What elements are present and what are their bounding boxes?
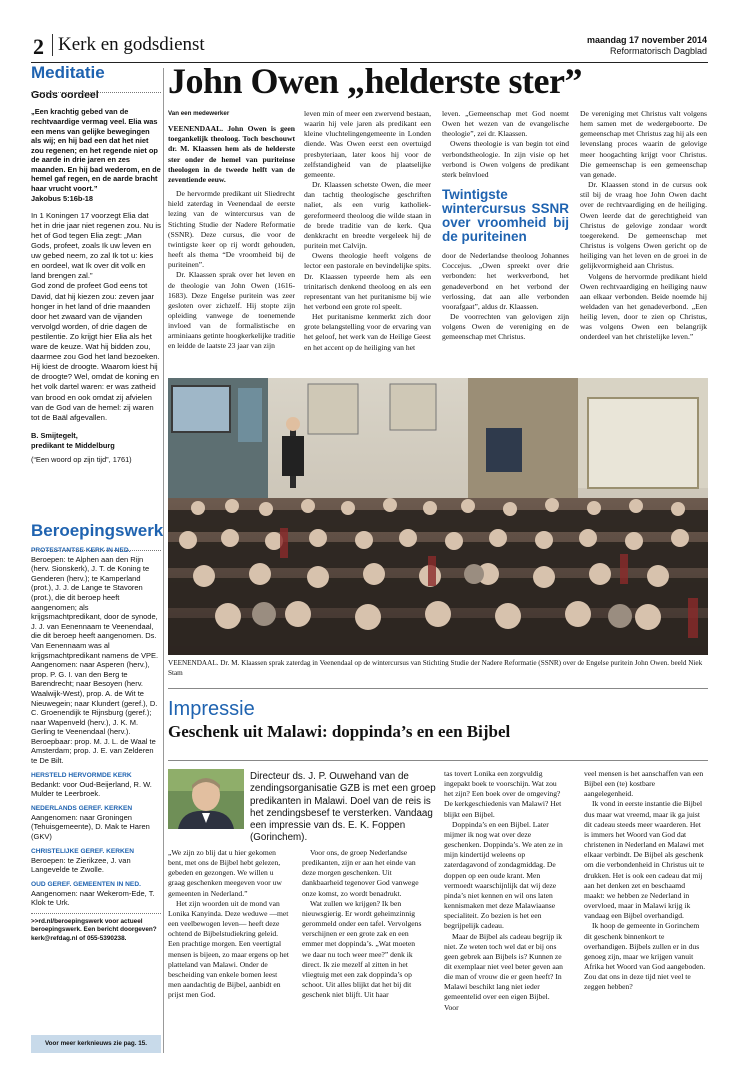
cgk-heading: CHRISTELIJKE GEREF. KERKEN <box>31 847 134 855</box>
meditatie-p1: In 1 Koningen 17 voorzegt Elia dat het in drie jaar niet regenen zou. Nu is het of God tegen Elia zegt: „Man Gods, profeet, zoals Ik uw leven en uw gebed neem, zo zal Ik tot u: kies en oordeel, wat Ik over dit volk en land brengen zal.” <box>31 210 161 281</box>
photo-caption: VEENENDAAL. Dr. M. Klaassen sprak zaterdag in Veenendaal op de wintercursus van Stichting Studie der Nadere Reformatie (SSNR) over de Engelse puritein John Owen. beeld Niek Stam <box>168 659 703 677</box>
lecture-photo-image <box>168 378 708 655</box>
meditatie-label: Meditatie <box>31 63 105 82</box>
divider <box>31 550 161 551</box>
paragraph: Maar de Bijbel als cadeau begrijp ik niet. Ze weten toch wel dat er bij ons geen gebrek aan Bijbels is? Kunnen ze dit exemplaar niet veel beter geven aan die man of vrouw die er geen heeft? In Malawi beschikt lang niet ieder gemeentelid over een eigen Bijbel. Voor <box>444 931 563 1012</box>
meditatie-ref: Jakobus 5:16b-18 <box>31 193 94 203</box>
paragraph: De voorrechten van gelovigen zijn volgens Owen de vereniging en de gemeenschap met Christus. <box>442 312 569 342</box>
beroepingswerk-label: Beroepingswerk <box>31 521 164 540</box>
beroepingswerk-link[interactable]: >>rd.nl/beroepingswerk voor actueel beroepingswerk. Een bericht doorgeven? kerk@refdag.nl of 055-5390238. <box>31 918 157 942</box>
paragraph: De hervormde predikant uit Sliedrecht hield zaterdag in Veenendaal de eerste lezing van de wintercursus van de Stichting Studie der Nadere Reformatie (SSNR). Deze cursus, die voor de twintigste keer op rij wordt gehouden, heeft als thema “De vroomheid bij de puriteinen”. <box>168 189 295 270</box>
section-rule <box>168 688 708 689</box>
author-portrait <box>168 769 244 829</box>
paper-name: Reformatorisch Dagblad <box>609 46 707 56</box>
paragraph: Het puritanisme kenmerkt zich door grote belangstelling voor de ervaring van het geloof, het werk van de Heilige Geest en het accent op de heiliging van het <box>304 312 431 352</box>
paragraph: Dr. Klaassen sprak over het leven en de theologie van John Owen (1616-1683). Deze Engelse puritein was zeer gesloten over zichzelf. Hij stopte zijn opleiding vanwege de toenemende invloed van de formalistische en arminiaans getinte hoogkerkelijke traditie en leidde de laatste 23 jaar van zijn <box>168 270 295 351</box>
meditatie-block <box>31 63 161 465</box>
pkn-heading: PROTESTANTSE KERK IN NED. <box>31 546 131 554</box>
impressie-column-1 <box>168 848 290 1000</box>
portrait-image <box>168 769 244 829</box>
divider <box>31 92 161 93</box>
pkn-text: Beroepen: te Alphen aan den Rijn (herv. Sionskerk), J. T. de Koning te Genderen (herv.); te Kamperland (prot.), J. J. de Lange te Stavoren (prot.), die dit beroep heeft aangenomen; als krijgsmachtpredikant, door de synode, J. J. van Eenennaam te Veenendaal, die dit beroep heeft aangenomen. Ds. Van Eenennaam was al krijgsmachtpredikant namens de VPE. Aangenomen: naar Asperen (herv.), prop. P. G. I. van den Berg te Barendrecht; naar Besoyen (herv. Waalwijk-West), prop. A. de Wit te Nieuwegein; naar Klundert (geref.), D. C. Groenendijk te Rijnsburg (geref.); naar Wapenveld (herv.), J. K. M. Gerling te Veenendaal (herv.). Beroepbaar: prop. M. J. L. de Waal te Amsterdam; prop. J. E. van Zelderen te De Bilt. <box>31 554 159 766</box>
divider <box>31 913 161 914</box>
article-column-4 <box>580 109 707 343</box>
article-lead: VEENENDAAL. John Owen is geen toegankelijk theoloog. Toch beschouwt dr. M. Klaassen hem als de helderste ster onder de hemel van puriteinse theologen in de tweede helft van de zeventiende eeuw. <box>168 124 295 184</box>
paragraph: tas tovert Lonika een zorgvuldig ingepakt boek te voorschijn. Wat zou het zijn? Een boek over de omgeving? De kerkgeschiedenis van Malawi? Het blijkt een Bijbel. <box>444 769 562 819</box>
meditatie-quote: „Een krachtig gebed van de rechtvaardige vermag veel. Elia was een mens van gelijke bewegingen als wij; en hij bad een dat het niet zou regenen; en het regende niet op de aarde in drie jaren en zes maanden. En hij bad wederom, en de hemel gaf regen, en de aarde bracht haar vrucht voort.” <box>31 107 161 194</box>
ogg-text: Aangenomen: naar Wekerom-Ede, T. Klok te Urk. <box>31 888 155 908</box>
impressie-label: Impressie <box>168 698 255 720</box>
meditatie-author: B. Smijtegelt, <box>31 430 78 440</box>
paragraph: Dr. Klaassen schetste Owen, die meer dan tachtig theologische geschriften naliet, als een vurig katholiek-gereformeerd theoloog die wilde staan in de brede traditie van de kerk. Qua denkkracht en breedte vergeleek hij de puritein met Calvijn. <box>304 180 431 251</box>
subheading: Twintigste wintercursus SSNR over vroomheid bij de puriteinen <box>442 187 569 245</box>
paragraph: Wat zullen we krijgen? Ik ben nieuwsgierig. Er wordt geheimzinnig gerommeld onder een tafel. Vervolgens verschijnen er een grote zak en een emmer met doppinda’s. „Wat moeten we daar nu toch weer mee?” denk ik direct. Ik zie mezelf al zitten in het vliegtuig met een zak doppinda’s op schoot. Uit alles blijkt dat het bij dit geschenk niet blijft. Uit haar <box>302 898 422 1000</box>
beroepingswerk-block <box>31 521 164 943</box>
paragraph: leven min of meer een zwervend bestaan, waarin hij vele jaren als predikant een kleine vluchtelingengemeente in Londen diende. Was Owen eerst een overtuigd presbyteriaan, later koos hij voor de zelfstandigheid van de plaatselijke gemeente. <box>304 109 431 179</box>
cgk-text: Beroepen: te Zierikzee, J. van Langevelde te Zwolle. <box>31 855 131 875</box>
ngk-text: Aangenomen: naar Groningen (Tehuisgemeente), D. Mak te Haren (GKV) <box>31 812 150 842</box>
paragraph: Doppinda’s en een Bijbel. Later mijmer ik nog wat over deze geschenken. Doppinda’s. We aten ze in mijn kindertijd weleens op zaterdagavond of zondagmiddag. De doppen op een oude krant. Men vermoedt waarschijnlijk dat wij deze pinda’s niet kennen en wil ons laten kennismaken met deze Malawiaanse specialiteit. Zo bezien is het een begrijpelijk cadeau. <box>444 819 563 931</box>
paragraph: Dr. Klaassen stond in de cursus ook stil bij de vraag hoe John Owen dacht over de rechtvaardiging en de heiliging. Owen leerde dat de gerechtigheid van Christus de gelovige zondaar wordt toegerekend. De gemeenschap met Christus is volgens Owen gericht op de heiliging van het leven en de groei in de gelijkvormigheid aan Christus. <box>580 180 707 271</box>
date: maandag 17 november 2014 <box>586 35 707 45</box>
section-rule <box>168 760 708 761</box>
section-title: Kerk en godsdienst <box>58 34 205 55</box>
paragraph: veel mensen is het aanschaffen van een Bijbel een (te) kostbare aangelegenheid. <box>584 769 704 799</box>
page-number: 2 <box>33 34 44 59</box>
paragraph: Volgens de hervormde predikant hield Owen rechtvaardiging en heiliging nauw aan elkaar verbonden. Beide noemde hij weldaden van het genadeverbond. „Een heilig leven, door te zien op Christus, was volgens Owen een belangrijk onderdeel van het christelijke leven.” <box>580 271 707 342</box>
article-column-1 <box>168 109 295 352</box>
hhk-heading: HERSTELD HERVORMDE KERK <box>31 771 132 779</box>
impressie-column-2 <box>302 848 424 1000</box>
article-column-2 <box>304 109 431 353</box>
paragraph: door de Nederlandse theoloog Johannes Coccejus. „Owen spreekt over drie verbonden: het werkverbond, het genadeverbond en het verbond der verlossing, dat aan alle verbonden voorafgaat”, aldus dr. Klaassen. <box>442 251 569 311</box>
paragraph: Ik vond in eerste instantie die Bijbel dus maar wat vreemd, maar ik ga juist dit cadeau steeds meer waarderen. Het is immers het Woord van God dat christenen in Nederland en Malawi met elkaar verbindt. De Bijbel als geschenk om die verbondenheid in Christus uit te drukken. Het is ook een cadeau dat mij aan het denken zet en beschaamd maakt: we hebben ze Nederland in overvloed, maar in Malawi krijg ik vandaag een Bijbel overhandigd. <box>584 799 705 921</box>
paragraph: Het zijn woorden uit de mond van Lonika Kanyinda. Deze weduwe —met een veelbewogen leven— heeft deze ochtend de Bijbelstudiekring geleid. Een prachtige morgen. Een veertigtal mensen is bijeen, zo maar ergens op het platteland van Malawi. Onder de bescheiding van enkele bomen leest men aandachtig de Bijbel, aanbidt en prijst men God. <box>168 898 289 1000</box>
paragraph: leven. „Gemeenschap met God noemt Owen het wezen van de evangelische theologie”, zei dr. Klaassen. <box>442 109 569 139</box>
byline: Van een medewerker <box>168 110 230 117</box>
article-column-3 <box>442 109 569 343</box>
paragraph: Owens theologie is van begin tot eind verbondstheologie. In zijn visie op het verbond is Owen volgens de predikant sterk beïnvloed <box>442 139 569 179</box>
impressie-column-4 <box>584 769 706 992</box>
header-divider <box>52 34 53 56</box>
impressie-headline: Geschenk uit Malawi: doppinda’s en een Bijbel <box>168 722 511 741</box>
ogg-heading: OUD GEREF. GEMEENTEN IN NED. <box>31 880 141 888</box>
paragraph: Voor ons, de groep Nederlandse predikanten, zijn er aan het einde van deze morgen geschenken. Uit dankbaarheid tegenover God vanwege onze komst, zo wordt benadrukt. <box>302 848 419 898</box>
paragraph: „We zijn zo blij dat u hier gekomen bent, met ons de Bijbel hebt gelezen, gebeden en gezongen. We willen u graag geschenken meegeven voor uw gemeenten in Nederland.” <box>168 848 282 898</box>
paragraph: Owens theologie heeft volgens de lector een pastorale en bevindelijke spits. Dr. Klaassen typeerde hem als een trinitarisch denkend theoloog en als een representant van het puritanisme bij wie het verbond een grote rol speelt. <box>304 251 431 311</box>
paragraph: De vereniging met Christus valt volgens hem samen met de wedergeboorte. De gemeenschap met Christus zag hij als een levenslang proces waarin de gelovige meer hoogachting krijgt voor Christus. Die gemeenschap is een gemeenschap van genade. <box>580 109 707 179</box>
meditatie-author-role: predikant te Middelburg <box>31 440 115 450</box>
meditatie-source: (“Een woord op zijn tijd”, 1761) <box>31 455 132 465</box>
hhk-text: Bedankt: voor Oud-Beijerland, R. W. Mulder te Leerbroek. <box>31 779 152 799</box>
impressie-intro: Directeur ds. J. P. Ouwehand van de zendingsorganisatie GZB is met een groep predikanten in Malawi. Doel van de reis is het zendingsbesef te versterken. Vandaag een impressie van ds. E. K. Foppen (Gorinchem). <box>250 771 436 844</box>
column-divider <box>163 68 164 1053</box>
paragraph: Ik hoop de gemeente in Gorinchem dit geschenk binnenkort te overhandigen. Bijbels zullen er in dus genoeg zijn, maar we krijgen vanuit Afrika het Woord van God aangeboden. Zou dat ons in deze tijd niet veel te zeggen hebben? <box>584 921 706 992</box>
lecture-photo <box>168 378 708 655</box>
meditatie-p2: God zond de profeet God eens tot David, dat hij kiezen zou: zeven jaar honger in het land of drie maanden door het zwaard van de vijanden vervolgd worden, of drie dagen de pestilentie. Zo krijgt hier Elia als het ware de keuze. Wat hij bidden zou, daarmee zou God het land bezoeken. Hij kiest de droogte. Waarom kiest hij de droogte? Wel, omdat de koning en het volk dartel waren: er was zatheid van brood en ook omdat zij afvielen van de God van de hemel: zij waren tot de Baäl afgevallen. <box>31 281 160 422</box>
meditatie-title: Gods oordeel <box>31 89 99 102</box>
header-meta <box>587 35 707 57</box>
impressie-column-3 <box>444 769 566 1013</box>
ngk-heading: NEDERLANDS GEREF. KERKEN <box>31 804 133 812</box>
article-headline: John Owen „helderste ster” <box>168 61 582 101</box>
more-news-note: Voor meer kerknieuws zie pag. 15. <box>31 1035 161 1053</box>
